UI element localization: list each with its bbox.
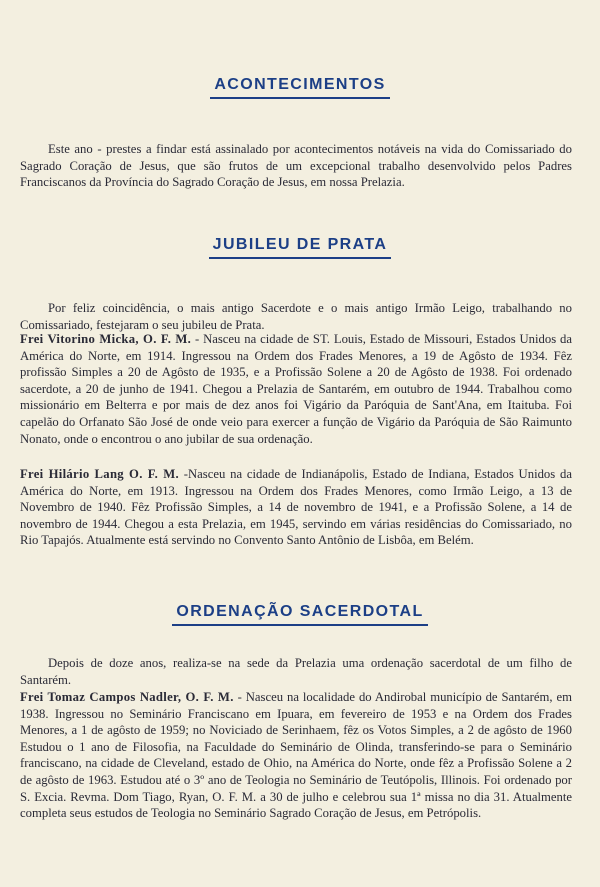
heading-acontecimentos-text: ACONTECIMENTOS [210, 76, 389, 99]
name-tomaz: Frei Tomaz Campos Nadler, O. F. M. [20, 690, 234, 704]
heading-jubileu-text: JUBILEU DE PRATA [209, 236, 392, 259]
paragraph-jubileu-intro: Por feliz coincidência, o mais antigo Sacerdote e o mais antigo Irmão Leigo, trabalhando no Comissariado, festejaram o seu jubileu de Prata. [20, 301, 572, 332]
paragraph-ordenacao-intro: Depois de doze anos, realiza-se na sede da Prelazia uma ordenação sacerdotal de um filho de Santarém. [20, 656, 572, 687]
text-hilario: -Nasceu na cidade de Indianápolis, Estado de Indiana, Estados Unidos da América do Norte, em 1913. Ingressou na Ordem dos Frades Menores, como Irmão Leigo, a 13 de Novembro de 1940. Fêz Profissão Simples, a 14 de novembro de 1941, e a Profissão Solene, a 14 de novembro de 1944. Chegou a esta Prelazia, em 1945, servindo em várias residências do Comissariado, no Rio Tapajós. Atualmente está servindo no Convento Santo Antônio de Lisbôa, em Belém. [20, 467, 572, 548]
heading-acontecimentos [0, 76, 600, 99]
heading-ordenacao [0, 603, 600, 626]
paragraph-vitorino [20, 331, 572, 447]
name-vitorino: Frei Vitorino Micka, O. F. M. [20, 332, 192, 346]
text-vitorino: - Nasceu na cidade de ST. Louis, Estado de Missouri, Estados Unidos da América do Norte, em 1914. Ingressou na Ordem dos Frades Menores, a 19 de Agôsto de 1934. Fêz profissão Simples a 20 de Agôsto de 1935, e a Profissão Solene a 20 de Agôsto de 1938. Foi ordenado sacerdote, a 20 de junho de 1941. Chegou a Prelazia de Santarém, em outubro de 1944. Trabalhou como missionário em Belterra e por mais de dez anos foi Vigário da Paróquia de Sant'Ana, em Itaituba. Foi capelão do Orfanato São José de onde veio para exercer a função de Vigário da Paróquia de São Raimunto Nonato, onde o encontrou o ano jubilar de sua ordenação. [20, 332, 572, 446]
text-tomaz: - Nasceu na localidade do Andirobal município de Santarém, em 1938. Ingressou no Seminário Franciscano em Ipuara, em fevereiro de 1953 e na Ordem dos Frades Menores, a 1 de agôsto de 1959; no Noviciado de Serinhaem, fêz os Votos Simples, a 2 de agôsto de 1960 Estudou o 1 ano de Filosofia, na Faculdade do Seminário de Olinda, transferindo-se para o Seminário franciscano, na cidade de Cleveland, estado de Ohio, na América do Norte, onde fêz a Profissão Solene a 2 de agôsto de 1963. Estudou até o 3º ano de Teologia no Seminário de Teutópolis, Illinois. Foi ordenado por S. Excia. Revma. Dom Tiago, Ryan, O. F. M. a 30 de julho e celebrou sua 1ª missa no dia 31. Atualmente completa seus estudos de Teologia no Seminário Sagrado Coração de Jesus, em Petrópolis. [20, 690, 572, 821]
paragraph-intro: Este ano - prestes a findar está assinalado por acontecimentos notáveis na vida do Comissariado do Sagrado Coração de Jesus, que são frutos de um excepcional trabalho desenvolvido pelos Padres Franciscanos da Província do Sagrado Coração de Jesus, em nossa Prelazia. [20, 142, 572, 190]
heading-ordenacao-text: ORDENAÇÃO SACERDOTAL [172, 603, 427, 626]
paragraph-hilario [20, 466, 572, 549]
heading-jubileu [0, 236, 600, 259]
paragraph-tomaz [20, 689, 572, 822]
name-hilario: Frei Hilário Lang O. F. M. [20, 467, 179, 481]
